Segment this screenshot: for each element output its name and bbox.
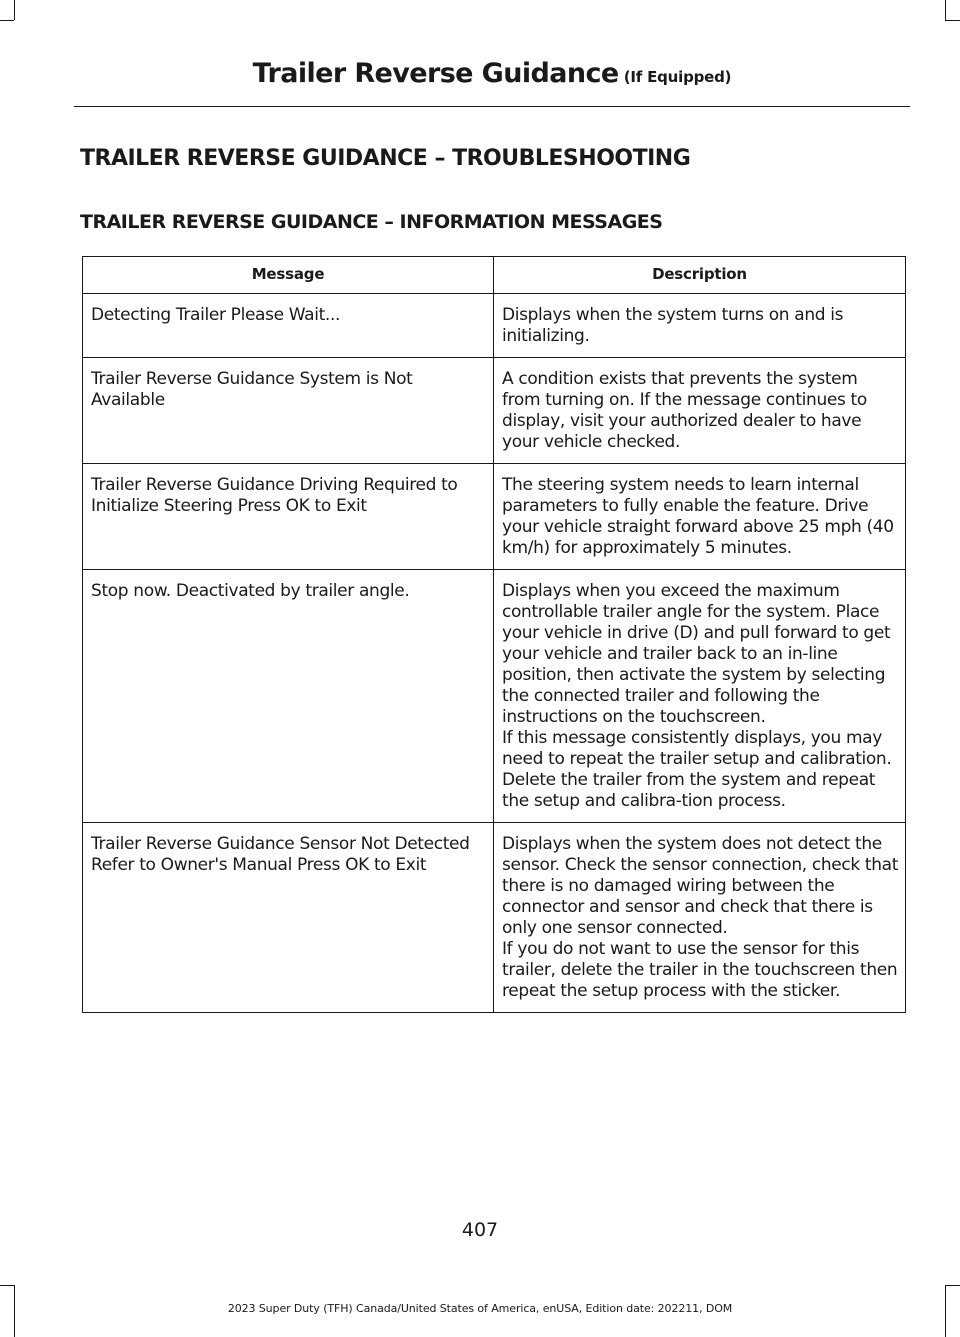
description-paragraph: A condition exists that prevents the system from turning on. If the message continues to display, visit your authorized dealer to have your vehicle checked.: [502, 369, 867, 452]
description-cell: [494, 570, 906, 823]
description-paragraph: Displays when the system does not detect the sensor. Check the sensor connection, check that there is no damaged wiring between the connector and sensor and check that there is only one sensor connected.: [502, 834, 899, 938]
description-cell: [494, 823, 906, 1013]
message-cell: Trailer Reverse Guidance Driving Required to Initialize Steering Press OK to Exit: [83, 464, 494, 570]
description-paragraph: The steering system needs to learn internal parameters to fully enable the feature. Drive your vehicle straight forward above 25 mph (40 km/h) for approximately 5 minutes.: [502, 475, 894, 558]
description-cell: [494, 358, 906, 464]
column-header-message: Message: [83, 257, 494, 294]
description-paragraph: If you do not want to use the sensor for this trailer, delete the trailer in the touchscreen then repeat the setup process with the sticker.: [502, 939, 898, 1001]
table-row: [83, 823, 906, 1013]
crop-mark: [14, 0, 15, 20]
crop-mark: [945, 1285, 960, 1286]
header-title: Trailer Reverse Guidance: [252, 58, 619, 89]
description-paragraph: Displays when the system turns on and is initializing.: [502, 305, 844, 346]
crop-mark: [0, 20, 14, 21]
table-row: [83, 464, 906, 570]
table-row: [83, 358, 906, 464]
message-cell: Trailer Reverse Guidance Sensor Not Detected Refer to Owner's Manual Press OK to Exit: [83, 823, 494, 1013]
description-paragraph: If this message consistently displays, you may need to repeat the trailer setup and calibration. Delete the trailer from the system and repeat the setup and calibra-tion process.: [502, 728, 892, 811]
description-cell: [494, 294, 906, 358]
table-row: [83, 294, 906, 358]
header-subtitle: (If Equipped): [623, 68, 732, 86]
subsection-title: TRAILER REVERSE GUIDANCE – INFORMATION MESSAGES: [80, 211, 663, 233]
information-messages-table: [82, 256, 906, 1013]
crop-mark: [945, 0, 946, 20]
page-footer: 2023 Super Duty (TFH) Canada/United States of America, enUSA, Edition date: 202211, DOM: [227, 1302, 733, 1315]
table-row: [83, 570, 906, 823]
description-paragraph: Displays when you exceed the maximum controllable trailer angle for the system. Place your vehicle in drive (D) and pull forward to get your vehicle and trailer back to an in-line position, then activate the system by selecting the connected trailer and following the instructions on the touchscreen.: [502, 581, 891, 727]
page-number: 407: [461, 1219, 499, 1241]
message-cell: Stop now. Deactivated by trailer angle.: [83, 570, 494, 823]
message-cell: Trailer Reverse Guidance System is Not Available: [83, 358, 494, 464]
description-cell: [494, 464, 906, 570]
crop-mark: [945, 20, 960, 21]
crop-mark: [0, 1285, 14, 1286]
page-header: [74, 58, 910, 107]
section-title: TRAILER REVERSE GUIDANCE – TROUBLESHOOTING: [80, 146, 691, 171]
column-header-description: Description: [494, 257, 906, 294]
table-header-row: [83, 257, 906, 294]
message-cell: Detecting Trailer Please Wait...: [83, 294, 494, 358]
